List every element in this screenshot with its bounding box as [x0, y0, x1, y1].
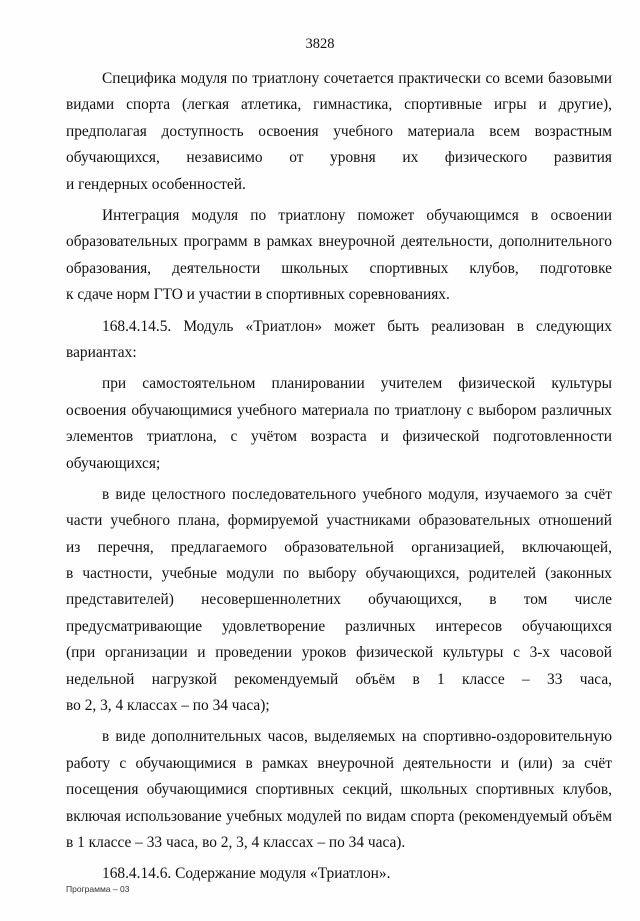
text-line: в виде целостного последовательного учебного модуля, изучаемого за счёт: [102, 485, 612, 503]
text-line: обучающихся, независимо от уровня их физического развития: [66, 149, 612, 167]
text-line: Специфика модуля по триатлону сочетается практически со всеми базовыми: [102, 70, 612, 87]
text-line: 168.4.14.5. Модуль «Триатлон» может быть реализован в следующих: [102, 317, 612, 335]
paragraph: [66, 66, 612, 198]
text-line: освоения обучающимися учебного материала по триатлону с выбором различных: [66, 401, 612, 419]
text-line: при самостоятельном планировании учителем физической культуры: [102, 375, 612, 393]
text-line: (при организации и проведении уроков физической культуры с 3-х часовой: [66, 644, 612, 662]
text-line: включая использование учебных модулей по видам спорта (рекомендуемый объём: [66, 807, 612, 825]
text-line: обучающихся;: [66, 454, 161, 472]
text-line: представителей) несовершеннолетних обучающихся, в том числе: [66, 591, 612, 609]
text-line: элементов триатлона, с учётом возраста и физической подготовленности: [66, 428, 612, 446]
text-line: 168.4.14.6. Содержание модуля «Триатлон».: [102, 865, 391, 883]
text-line: видами спорта (легкая атлетика, гимнастика, спортивные игры и другие),: [66, 96, 612, 114]
text-line: вариантах:: [66, 343, 137, 361]
text-line: недельной нагрузкой рекомендуемый объём в 1 классе – 33 часа,: [66, 670, 612, 688]
paragraph: [66, 724, 612, 856]
text-line: работу с обучающимися в рамках внеурочной деятельности и (или) за счёт: [66, 754, 612, 772]
page-number: 3828: [305, 36, 335, 52]
text-line: предусматривающие удовлетворение различных интересов обучающихся: [66, 617, 612, 635]
text-line: образовательных программ в рамках внеурочной деятельности, дополнительного: [66, 233, 612, 251]
text-line: в частности, учебные модули по выбору обучающихся, родителей (законных: [66, 565, 612, 583]
text-line: в виде дополнительных часов, выделяемых на спортивно-оздоровительную: [102, 728, 612, 746]
text-line: во 2, 3, 4 классах – по 34 часа);: [66, 697, 270, 715]
paragraph: [66, 861, 612, 887]
paragraph: [66, 482, 612, 720]
paragraph: [66, 203, 612, 309]
page-footer: Программа – 03: [66, 884, 130, 894]
text-line: предполагая доступность освоения учебного материала всем возрастным: [66, 122, 612, 140]
text-line: к сдаче норм ГТО и участии в спортивных соревнованиях.: [66, 286, 450, 304]
text-line: посещения обучающимися спортивных секций, школьных спортивных клубов,: [66, 781, 612, 799]
document-body: [66, 66, 612, 888]
paragraph: [66, 371, 612, 477]
text-line: из перечня, предлагаемого образовательной организацией, включающей,: [66, 538, 612, 556]
text-line: образования, деятельности школьных спортивных клубов, подготовке: [66, 259, 612, 277]
text-line: части учебного плана, формируемой участниками образовательных отношений: [66, 512, 612, 530]
text-line: Интеграция модуля по триатлону поможет обучающимся в освоении: [102, 206, 612, 224]
text-line: в 1 классе – 33 часа, во 2, 3, 4 классах – по 34 часа).: [66, 834, 406, 852]
paragraph: [66, 314, 612, 367]
text-line: и гендерных особенностей.: [66, 175, 246, 193]
